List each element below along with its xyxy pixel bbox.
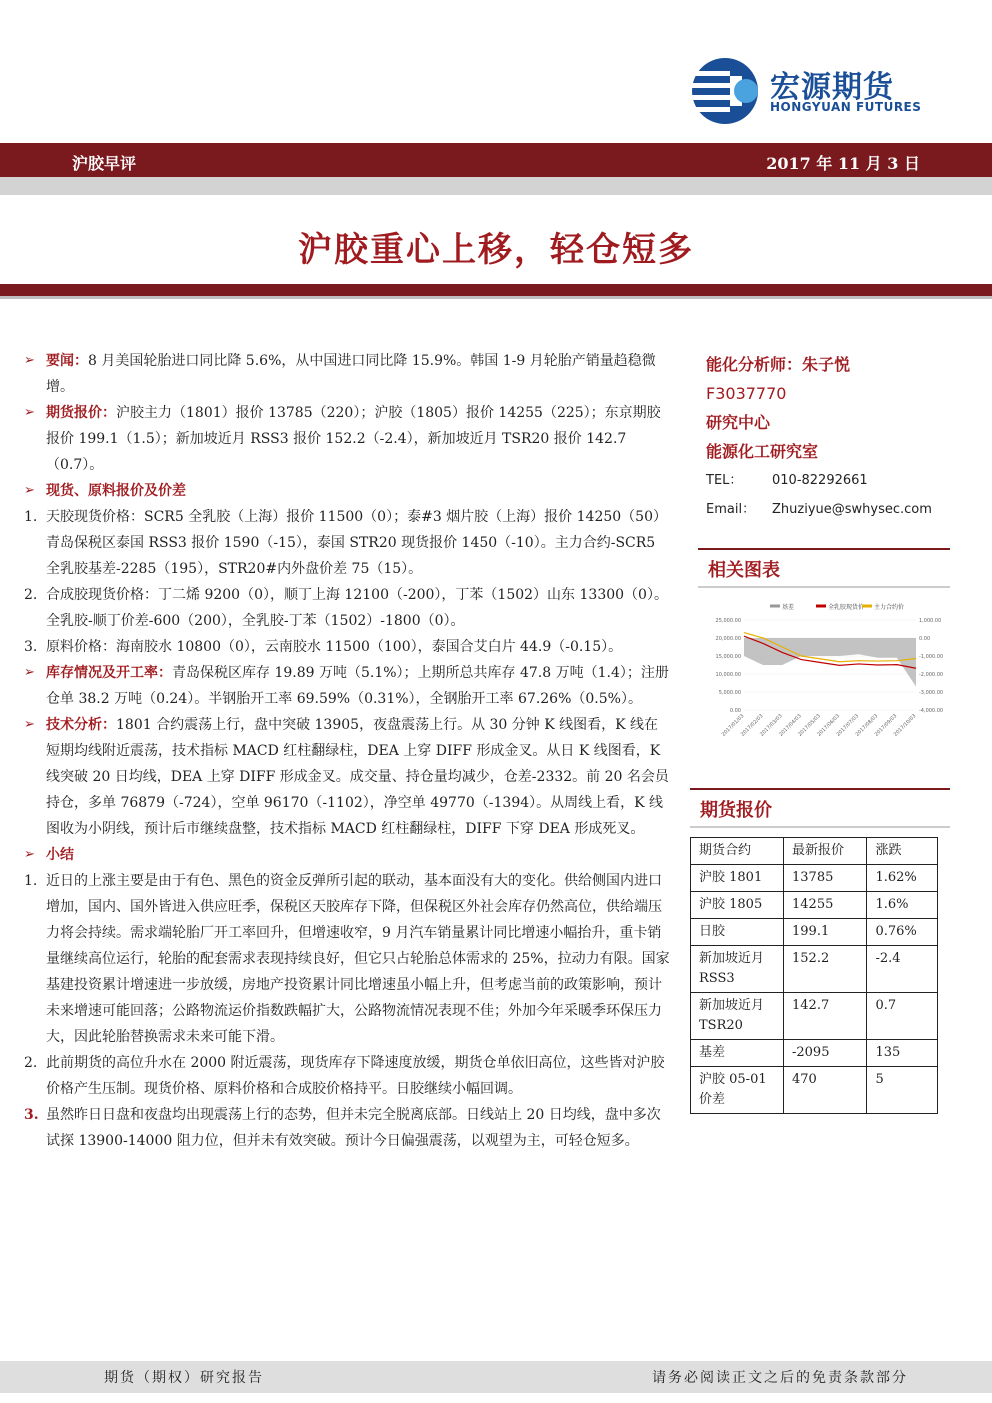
company-logo <box>690 52 940 130</box>
main-content <box>24 348 672 1154</box>
summary-item-text: 此前期货的高位升水在 2000 附近震荡，现货库存下降速度放缓，期货仓单依旧高位，这些皆对沪胶价格产生压制。现货价格、原料价格和合成胶价格持平。日胶继续小幅回调。 <box>46 1055 665 1097</box>
arrow-bullet-icon: ➢ <box>24 847 35 862</box>
table-row: 基差 -2095 135 <box>691 1040 938 1067</box>
spot-item-text: 天胶现货价格：SCR5 全乳胶（上海）报价 11500（0）；泰#3 烟片胶（上海）报价 14250（50）青岛保税区泰国 RSS3 报价 1590（-15），泰国 STR20 现货报价 1450（-10）。主力合约-SCR5 全乳胶基差-2285（195），STR20#内外盘价差 75（15）。 <box>46 509 667 577</box>
table-row: 沪胶 1801 13785 1.62% <box>691 865 938 892</box>
y-tick-label: 5,000.00 <box>718 690 741 696</box>
title-divider-shadow <box>0 296 992 299</box>
technical-paragraph <box>24 712 672 842</box>
logo-text: 宏源期货 <box>770 70 894 105</box>
y-tick-label: 20,000.00 <box>715 636 741 642</box>
y2-tick-label: 0.00 <box>919 636 931 642</box>
table-row: 新加坡近月 TSR20 142.7 0.7 <box>691 993 938 1040</box>
x-tick-label: 2017/01/03 <box>720 713 746 738</box>
chart-section <box>698 548 950 588</box>
list-item: 3. 原料价格：海南胶水 10800（0），云南胶水 11500（100），泰国合艾白片 44.9（-0.15）。 <box>24 639 623 655</box>
email-row <box>706 495 956 524</box>
table-row: 沪胶 1805 14255 1.6% <box>691 892 938 919</box>
email-label: Email： <box>706 502 756 517</box>
spot-item-text: 合成胶现货价格：丁二烯 9200（0），顺丁上海 12100（-200），丁苯（1502）山东 13300（0）。全乳胶-顺丁价差-600（200），全乳胶-丁苯（1502）-1800（0）。 <box>46 587 668 629</box>
x-tick-label: 2017/08/03 <box>854 713 880 738</box>
y-tick-label: 15,000.00 <box>715 654 741 660</box>
analyst-license: F3037770 <box>706 384 787 403</box>
spot-heading <box>24 478 672 504</box>
report-date: 2017 年 11 月 3 日 <box>766 154 920 173</box>
x-tick-label: 2017/10/03 <box>892 713 918 738</box>
basis-chart <box>698 598 950 748</box>
tel-row <box>706 466 956 495</box>
futures-text: 沪胶主力（1801）报价 13785（220）；沪胶（1805）报价 14255（225）；东京期胶报价 199.1（1.5）；新加坡近月 RSS3 报价 152.2（-2.4），新加坡近月 TSR20 报价 142.7（0.7）。 <box>46 405 661 473</box>
table-row: 日胶 199.1 0.76% <box>691 919 938 946</box>
list-item: 3. 虽然昨日日盘和夜盘均出现震荡上行的态势，但并未完全脱离底部。日线站上 20 日均线，盘中多次试探 13900-14000 阻力位，但并未有效突破。预计今日偏强震荡，以观望为主，可轻仓短多。 <box>24 1107 661 1149</box>
table-row: 沪胶 05-01 价差 470 5 <box>691 1067 938 1114</box>
inventory-label: 库存情况及开工率： <box>46 665 172 681</box>
legend-label: 基差 <box>782 604 795 611</box>
sub-department: 能源化工研究室 <box>706 442 819 461</box>
tel-label: TEL： <box>706 473 743 488</box>
title-divider <box>0 284 992 296</box>
x-tick-label: 2017/07/03 <box>835 713 861 738</box>
table-header: 最新报价 <box>784 838 867 865</box>
table-row: 新加坡近月 RSS3 152.2 -2.4 <box>691 946 938 993</box>
y2-tick-label: -4,000.00 <box>919 708 944 714</box>
arrow-bullet-icon: ➢ <box>24 665 35 680</box>
news-label: 要闻： <box>46 353 88 369</box>
y-tick-label: 0.00 <box>729 708 741 714</box>
quote-section <box>690 788 950 828</box>
page-title: 沪胶重心上移，轻仓短多 <box>298 230 694 270</box>
footer-left: 期货（期权）研究报告 <box>104 1370 264 1386</box>
table-header-row <box>691 838 938 865</box>
tel-value: 010-82292661 <box>772 473 868 488</box>
inventory-paragraph <box>24 660 672 712</box>
x-tick-label: 2017/05/03 <box>797 713 822 738</box>
logo-subtext: HONGYUAN FUTURES <box>770 100 922 114</box>
department: 研究中心 <box>706 413 771 432</box>
futures-paragraph <box>24 400 672 478</box>
summary-heading <box>24 842 672 868</box>
arrow-bullet-icon: ➢ <box>24 353 35 368</box>
quote-table <box>690 837 938 1114</box>
news-paragraph <box>24 348 672 400</box>
list-item: 1. 近日的上涨主要是由于有色、黑色的资金反弹所引起的联动，基本面没有大的变化。供给侧国内进口增加，国内、国外皆进入供应旺季，保税区天胶库存下降，但保税区外社会库存仍然高位，供给端压力将会持续。需求端轮胎厂开工率回升，但增速收窄，9 月汽车销量累计同比增速小幅抬升，重卡销量继续高位运行，轮胎的配套需求表现持续良好，但它只占轮胎总体需求的 25%，拉动力有限。国家基建投资累计增速进一步放缓，房地产投资累计同比增速虽小幅上升，但考虑当前的政策影响，预计未来增速可能回落；公路物流运价指数跌幅扩大，公路物流情况表现不佳；外加今年采暖季环保压力大，因此轮胎替换需求未来可能下滑。 <box>24 873 670 1045</box>
spot-item-text: 原料价格：海南胶水 10800（0），云南胶水 11500（100），泰国合艾白片 44.9（-0.15）。 <box>46 639 623 655</box>
x-tick-label: 2017/09/03 <box>873 713 899 738</box>
y-tick-label: 10,000.00 <box>715 672 741 678</box>
analyst-name: 能化分析师：朱子悦 <box>706 355 851 374</box>
arrow-bullet-icon: ➢ <box>24 717 35 732</box>
x-tick-label: 2017/06/03 <box>816 713 841 738</box>
y2-tick-label: -3,000.00 <box>919 690 944 696</box>
email-value[interactable]: Zhuziyue@swhysec.com <box>772 502 932 517</box>
arrow-bullet-icon: ➢ <box>24 483 35 498</box>
basis-area <box>744 638 916 687</box>
logo-mark-icon <box>690 56 760 126</box>
x-tick-label: 2017/02/03 <box>739 713 765 738</box>
legend-label: 主力合约价 <box>874 604 905 611</box>
quote-section-title: 期货报价 <box>700 800 772 821</box>
legend-label: 全乳胶现货价 <box>828 604 865 611</box>
list-item: 2. 此前期货的高位升水在 2000 附近震荡，现货库存下降速度放缓，期货仓单依旧高位，这些皆对沪胶价格产生压制。现货价格、原料价格和合成胶价格持平。日胶继续小幅回调。 <box>24 1055 665 1097</box>
table-header: 涨跌 <box>867 838 938 865</box>
summary-item-text: 虽然昨日日盘和夜盘均出现震荡上行的态势，但并未完全脱离底部。日线站上 20 日均线，盘中多次试探 13900-14000 阻力位，但并未有效突破。预计今日偏强震荡，以观望为主，可轻仓短多。 <box>46 1107 661 1149</box>
x-tick-label: 2017/04/03 <box>778 713 803 738</box>
y2-tick-label: -2,000.00 <box>919 672 944 678</box>
summary-item-text: 近日的上涨主要是由于有色、黑色的资金反弹所引起的联动，基本面没有大的变化。供给侧国内进口增加，国内、国外皆进入供应旺季，保税区天胶库存下降，但保税区外社会库存仍然高位，供给端压力将会持续。需求端轮胎厂开工率回升，但增速收窄，9 月汽车销量累计同比增速小幅抬升，重卡销量继续高位运行，轮胎的配套需求表现持续良好，但它只占轮胎总体需求的 25%，拉动力有限。国家基建投资累计增速进一步放缓，房地产投资累计同比增速虽小幅上升，但考虑当前的政策影响，预计未来增速可能回落；公路物流运价指数跌幅扩大，公路物流情况表现不佳；外加今年采暖季环保压力大，因此轮胎替换需求未来可能下滑。 <box>46 873 670 1045</box>
technical-label: 技术分析： <box>46 717 116 733</box>
futures-label: 期货报价： <box>46 405 116 421</box>
report-type: 沪胶早评 <box>72 154 137 173</box>
summary-label: 小结 <box>46 847 74 863</box>
header-shadow-bar <box>0 177 992 195</box>
chart-section-title: 相关图表 <box>708 560 780 581</box>
inventory-text: 青岛保税区库存 19.89 万吨（5.1%）；上期所总共库存 47.8 万吨（1.4）；注册仓单 38.2 万吨（0.24）。半钢胎开工率 69.59%（0.31%），全钢胎开工率 67.26%（0.5%）。 <box>46 665 669 707</box>
footer-disclaimer[interactable]: 请务必阅读正文之后的免责条款部分 <box>652 1370 908 1386</box>
y2-tick-label: -1,000.00 <box>919 654 944 660</box>
spot-label: 现货、原料报价及价差 <box>46 483 186 499</box>
news-text: 8 月美国轮胎进口同比降 5.6%，从中国进口同比降 15.9%。韩国 1-9 月轮胎产销量趋稳微增。 <box>46 353 656 395</box>
table-header: 期货合约 <box>691 838 784 865</box>
y-tick-label: 25,000.00 <box>715 618 741 624</box>
y2-tick-label: 1,000.00 <box>919 618 942 624</box>
x-tick-label: 2017/03/03 <box>759 713 784 738</box>
list-item: 2. 合成胶现货价格：丁二烯 9200（0），顺丁上海 12100（-200），丁苯（1502）山东 13300（0）。全乳胶-顺丁价差-600（200），全乳胶-丁苯（1502）-1800（0）。 <box>24 587 668 629</box>
list-item: 1. 天胶现货价格：SCR5 全乳胶（上海）报价 11500（0）；泰#3 烟片胶（上海）报价 14250（50）青岛保税区泰国 RSS3 报价 1590（-15），泰国 STR20 现货报价 1450（-10）。主力合约-SCR5 全乳胶基差-2285（195），STR20#内外盘价差 75（15）。 <box>24 509 667 577</box>
arrow-bullet-icon: ➢ <box>24 405 35 420</box>
analyst-info <box>706 350 956 524</box>
technical-text: 1801 合约震荡上行，盘中突破 13905，夜盘震荡上行。从 30 分钟 K 线图看，K 线在短期均线附近震荡，技术指标 MACD 红柱翻绿柱，DEA 上穿 DIFF 形成金叉。从日 K 线图看，K 线突破 20 日均线，DEA 上穿 DIFF 形成金叉。成交量、持仓量均减少，仓差-2332。前 20 名会员持仓，多单 76879（-724），空单 96170（-1102），净空单 49770（-1394）。从周线上看，K 线图收为小阴线，预计后市继续盘整，技术指标 MACD 红柱翻绿柱，DIFF 下穿 DEA 形成死叉。 <box>46 717 669 837</box>
